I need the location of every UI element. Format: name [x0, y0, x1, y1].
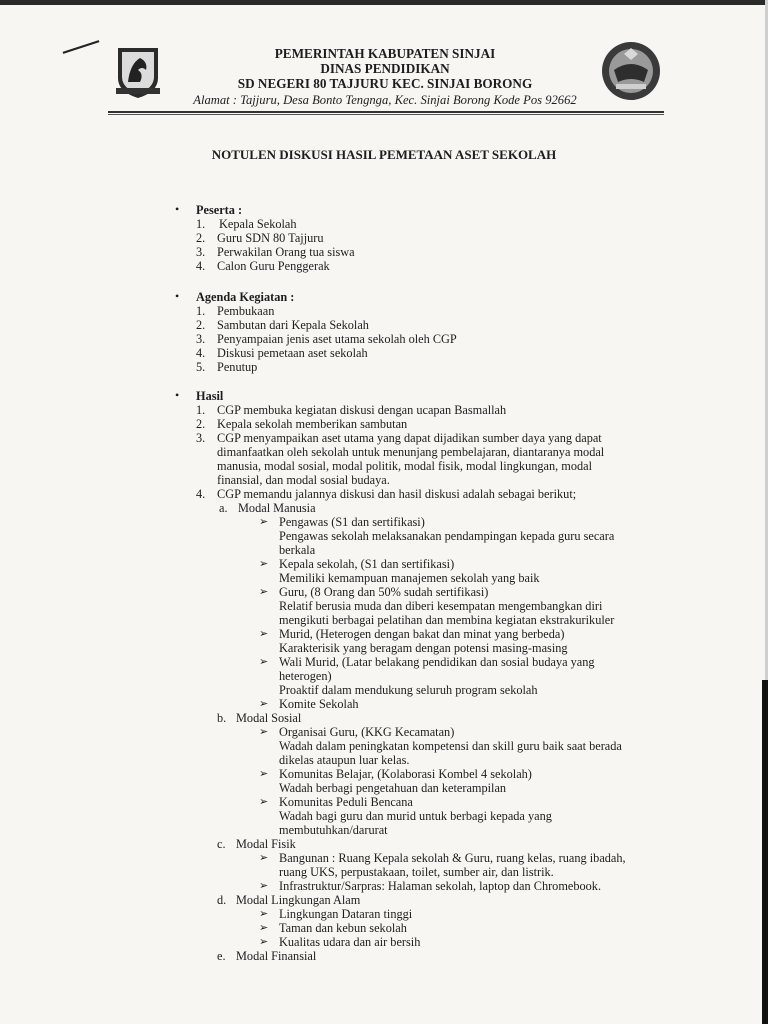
asset-item: Lingkungan Dataran tinggi: [279, 907, 413, 921]
arrow-bullet-icon: ➢: [259, 656, 269, 668]
header-address: Alamat : Tajjuru, Desa Bonto Tengnga, Kec. Sinjai Borong Kode Pos 92662: [193, 93, 577, 107]
asset-description: Pengawas sekolah melaksanakan pendampingan kepada guru secara: [279, 529, 615, 543]
asset-item-continued: heterogen): [279, 669, 332, 683]
arrow-bullet-icon: ➢: [259, 628, 269, 640]
list-item: Guru SDN 80 Tajjuru: [217, 231, 324, 245]
arrow-bullet-icon: ➢: [259, 698, 269, 710]
list-item-continued: manusia, modal sosial, modal politik, modal fisik, modal lingkungan, modal: [217, 459, 593, 473]
asset-description: Karakterisik yang beragam dengan potensi masing-masing: [279, 641, 568, 655]
asset-item: Kualitas udara dan air bersih: [279, 935, 421, 949]
header-divider: [108, 111, 664, 113]
arrow-bullet-icon: ➢: [259, 936, 269, 948]
list-number: 1.: [196, 403, 206, 417]
asset-description: Memiliki kemampuan manajemen sekolah yang baik: [279, 571, 540, 585]
asset-description: Wadah dalam peningkatan kompetensi dan skill guru baik saat berada: [279, 739, 622, 753]
asset-item: Infrastruktur/Sarpras: Halaman sekolah, laptop dan Chromebook.: [279, 879, 602, 893]
list-number: 2.: [196, 231, 206, 245]
arrow-bullet-icon: ➢: [259, 586, 269, 598]
arrow-bullet-icon: ➢: [259, 516, 269, 528]
list-number: 1.: [196, 304, 206, 318]
asset-item: Murid, (Heterogen dengan bakat dan minat yang berbeda): [279, 627, 565, 641]
sub-label: e.: [217, 949, 226, 963]
list-number: 3.: [196, 332, 206, 346]
list-number: 3.: [196, 431, 206, 445]
bullet-icon: •: [175, 202, 180, 216]
asset-item: Pengawas (S1 dan sertifikasi): [279, 515, 425, 529]
sub-heading-modal-sosial: Modal Sosial: [236, 711, 302, 725]
pen-mark: [63, 40, 100, 54]
bullet-icon: •: [175, 388, 180, 402]
list-item: CGP memandu jalannya diskusi dan hasil diskusi adalah sebagai berikut;: [217, 487, 577, 501]
asset-description: mengikuti berbagai pelatihan dan membina kegiatan ekstrakurikuler: [279, 613, 615, 627]
asset-description: membutuhkan/darurat: [279, 823, 388, 837]
asset-item: Kepala sekolah, (S1 dan sertifikasi): [279, 557, 455, 571]
list-item: Perwakilan Orang tua siswa: [217, 245, 355, 259]
scan-top-band: [0, 0, 768, 5]
list-item-continued: dimanfaatkan oleh sekolah untuk menunjang pembelajaran, diantaranya modal: [217, 445, 605, 459]
section-heading-peserta: Peserta :: [196, 203, 243, 217]
header-school: SD NEGERI 80 TAJJURU KEC. SINJAI BORONG: [237, 76, 533, 91]
sub-label: a.: [219, 501, 228, 515]
arrow-bullet-icon: ➢: [259, 880, 269, 892]
list-number: 4.: [196, 487, 206, 501]
sub-label: d.: [217, 893, 227, 907]
sub-heading-modal-finansial: Modal Finansial: [236, 949, 317, 963]
list-item: Pembukaan: [217, 304, 275, 318]
arrow-bullet-icon: ➢: [259, 558, 269, 570]
list-item: Penutup: [217, 360, 258, 374]
list-item: CGP membuka kegiatan diskusi dengan ucapan Basmallah: [217, 403, 507, 417]
list-number: 3.: [196, 245, 206, 259]
arrow-bullet-icon: ➢: [259, 908, 269, 920]
arrow-bullet-icon: ➢: [259, 796, 269, 808]
sub-label: b.: [217, 711, 227, 725]
list-item-continued: finansial, dan modal sosial budaya.: [217, 473, 390, 487]
asset-description: berkala: [279, 543, 316, 557]
list-item: Diskusi pemetaan aset sekolah: [217, 346, 368, 360]
sub-heading-modal-fisik: Modal Fisik: [236, 837, 296, 851]
list-item: Penyampaian jenis aset utama sekolah oleh CGP: [217, 332, 457, 346]
asset-item: Komunitas Belajar, (Kolaborasi Kombel 4 sekolah): [279, 767, 532, 781]
header-government: PEMERINTAH KABUPATEN SINJAI: [274, 46, 496, 61]
asset-description: Relatif berusia muda dan diberi kesempatan mengembangkan diri: [279, 599, 603, 613]
list-item: Kepala sekolah memberikan sambutan: [217, 417, 408, 431]
regency-emblem-icon: [110, 44, 166, 100]
sub-heading-modal-manusia: Modal Manusia: [238, 501, 316, 515]
list-number: 4.: [196, 259, 206, 273]
sub-heading-modal-lingkungan: Modal Lingkungan Alam: [236, 893, 361, 907]
document-title: NOTULEN DISKUSI HASIL PEMETAAN ASET SEKOLAH: [211, 147, 557, 162]
arrow-bullet-icon: ➢: [259, 726, 269, 738]
section-heading-hasil: Hasil: [196, 389, 224, 403]
arrow-bullet-icon: ➢: [259, 852, 269, 864]
asset-description: Proaktif dalam mendukung seluruh program sekolah: [279, 683, 538, 697]
asset-item-continued: ruang UKS, perpustakaan, toilet, sumber air, dan listrik.: [279, 865, 554, 879]
asset-item: Wali Murid, (Latar belakang pendidikan dan sosial budaya yang: [279, 655, 595, 669]
list-item: Calon Guru Penggerak: [217, 259, 330, 273]
scan-right-shadow: [762, 680, 768, 1024]
arrow-bullet-icon: ➢: [259, 922, 269, 934]
sub-label: c.: [217, 837, 226, 851]
asset-item: Organisai Guru, (KKG Kecamatan): [279, 725, 455, 739]
list-item: Kepala Sekolah: [219, 217, 297, 231]
header-department: DINAS PENDIDIKAN: [320, 61, 450, 76]
asset-item: Taman dan kebun sekolah: [279, 921, 407, 935]
asset-item: Komunitas Peduli Bencana: [279, 795, 413, 809]
asset-item: Komite Sekolah: [279, 697, 359, 711]
list-item: Sambutan dari Kepala Sekolah: [217, 318, 369, 332]
section-heading-agenda: Agenda Kegiatan :: [196, 290, 295, 304]
asset-description: Wadah berbagi pengetahuan dan keterampilan: [279, 781, 507, 795]
header-divider-thin: [108, 114, 664, 115]
school-emblem-icon: [600, 40, 662, 102]
list-number: 4.: [196, 346, 206, 360]
arrow-bullet-icon: ➢: [259, 768, 269, 780]
list-number: 5.: [196, 360, 206, 374]
list-item: CGP menyampaikan aset utama yang dapat dijadikan sumber daya yang dapat: [217, 431, 602, 445]
list-number: 1.: [196, 217, 206, 231]
list-number: 2.: [196, 417, 206, 431]
asset-item: Bangunan : Ruang Kepala sekolah & Guru, ruang kelas, ruang ibadah,: [279, 851, 626, 865]
list-number: 2.: [196, 318, 206, 332]
asset-description: dikelas ataupun luar kelas.: [279, 753, 410, 767]
bullet-icon: •: [175, 289, 180, 303]
asset-description: Wadah bagi guru dan murid untuk berbagi kepada yang: [279, 809, 552, 823]
asset-item: Guru, (8 Orang dan 50% sudah sertifikasi): [279, 585, 489, 599]
